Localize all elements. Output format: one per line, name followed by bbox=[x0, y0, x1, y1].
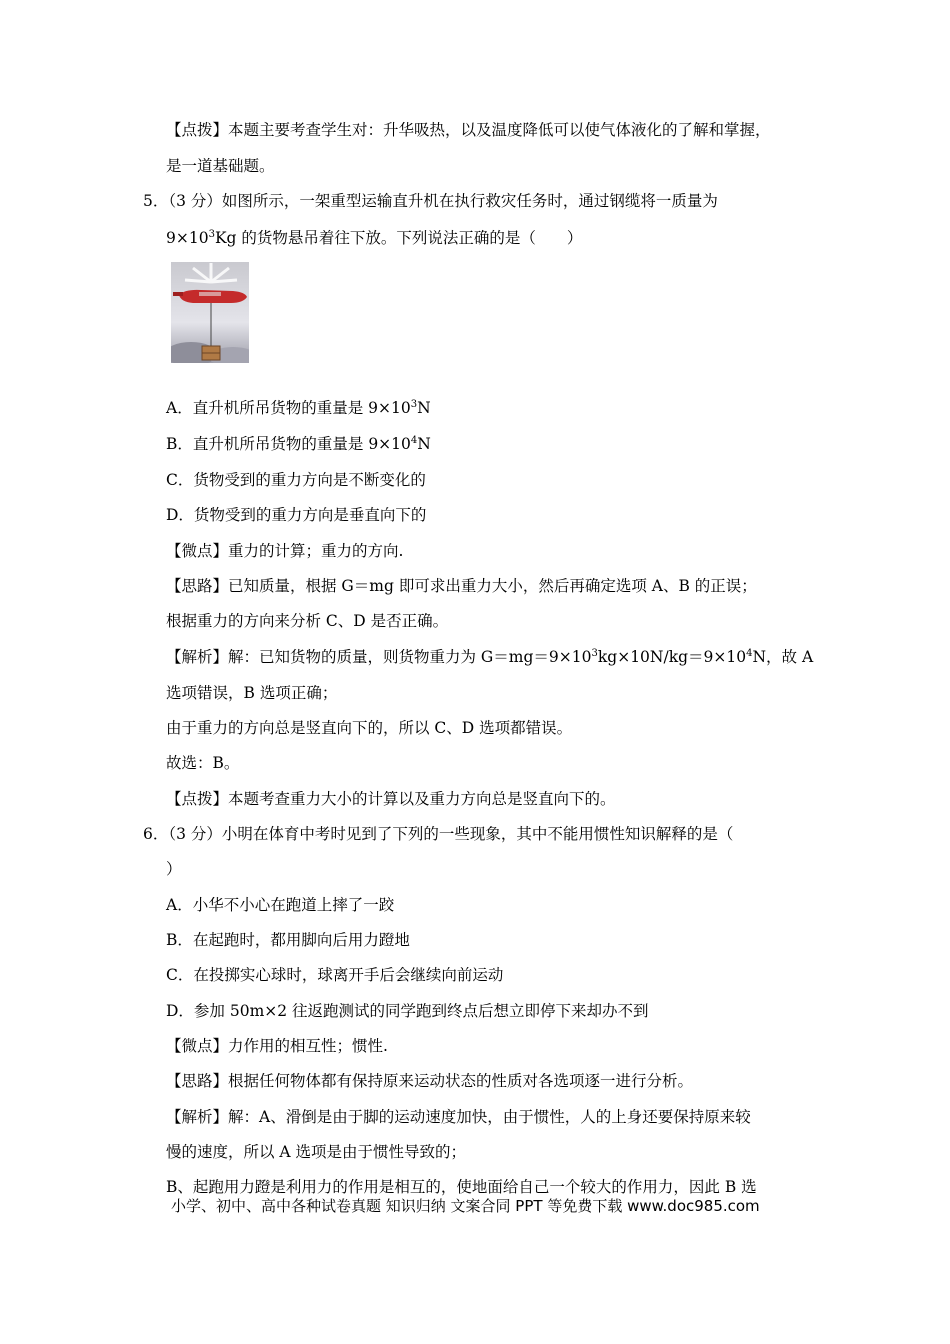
option-6c: C．在投掷实心球时，球离开手后会继续向前运动 bbox=[166, 966, 504, 984]
option-6b: B．在起跑时，都用脚向后用力蹬地 bbox=[166, 931, 410, 949]
tip-line-2: 是一道基础题。 bbox=[166, 157, 275, 175]
q6-knowledge-point: 【微点】力作用的相互性；惯性. bbox=[166, 1037, 388, 1055]
q5-solution-line-3: 由于重力的方向总是竖直向下的，所以 C、D 选项都错误。 bbox=[166, 719, 573, 737]
q5-answer: 故选：B。 bbox=[166, 754, 240, 772]
helicopter-figure bbox=[171, 262, 249, 363]
question-5-line-1: 5．（3 分）如图所示，一架重型运输直升机在执行救灾任务时，通过钢缆将一质量为 bbox=[143, 192, 718, 210]
q6-solution-line-2: 慢的速度，所以 A 选项是由于惯性导致的； bbox=[166, 1143, 467, 1161]
helicopter-cargo-icon bbox=[171, 262, 249, 363]
option-5c: C．货物受到的重力方向是不断变化的 bbox=[166, 471, 426, 489]
option-6d: D．参加 50m×2 往返跑测试的同学跑到终点后想立即停下来却办不到 bbox=[166, 1002, 649, 1020]
option-6a: A．小华不小心在跑道上摔了一跤 bbox=[166, 896, 395, 914]
q5-solution-line-2: 选项错误，B 选项正确； bbox=[166, 684, 338, 702]
tip-line-1: 【点拨】本题主要考查学生对：升华吸热，以及温度降低可以使气体液化的了解和掌握， bbox=[166, 121, 771, 139]
question-6-line-2: ） bbox=[166, 860, 182, 878]
footer-watermark: 小学、初中、高中各种试卷真题 知识归纳 文案合同 PPT 等免费下载 www.doc985.com bbox=[171, 1197, 760, 1215]
option-5d: D．货物受到的重力方向是垂直向下的 bbox=[166, 506, 427, 524]
q5-approach-line-1: 【思路】已知质量，根据 G＝mg 即可求出重力大小，然后再确定选项 A、B 的正误； bbox=[166, 577, 757, 595]
q5-approach-line-2: 根据重力的方向来分析 C、D 是否正确。 bbox=[166, 612, 449, 630]
option-5b: B．直升机所吊货物的重量是 $9\times 10^4N$ bbox=[166, 435, 431, 453]
q5-knowledge-point: 【微点】重力的计算；重力的方向. bbox=[166, 542, 404, 560]
question-6-line-1: 6．（3 分）小明在体育中考时见到了下列的一些现象，其中不能用惯性知识解释的是（ bbox=[143, 825, 734, 843]
q6-solution-line-1: 【解析】解：A、滑倒是由于脚的运动速度加快，由于惯性，人的上身还要保持原来较 bbox=[166, 1108, 751, 1126]
q5-solution-line-1: 【解析】解：已知货物的质量，则货物重力为 $G=mg=9\times 10^3kg\times 10N/kg=9\times 10^4N$，故 A bbox=[166, 648, 814, 666]
q6-approach: 【思路】根据任何物体都有保持原来运动状态的性质对各选项逐一进行分析。 bbox=[166, 1072, 694, 1090]
q6-solution-line-3: B、起跑用力蹬是利用力的作用是相互的，使地面给自己一个较大的作用力，因此 B 选 bbox=[166, 1178, 757, 1196]
q5-tip: 【点拨】本题考查重力大小的计算以及重力方向总是竖直向下的。 bbox=[166, 790, 616, 808]
question-5-line-2: $9\times 10^3Kg$ 的货物悬吊着往下放。下列说法正确的是（ ） bbox=[166, 229, 583, 247]
option-5a: A．直升机所吊货物的重量是 $9\times 10^3N$ bbox=[166, 399, 431, 417]
